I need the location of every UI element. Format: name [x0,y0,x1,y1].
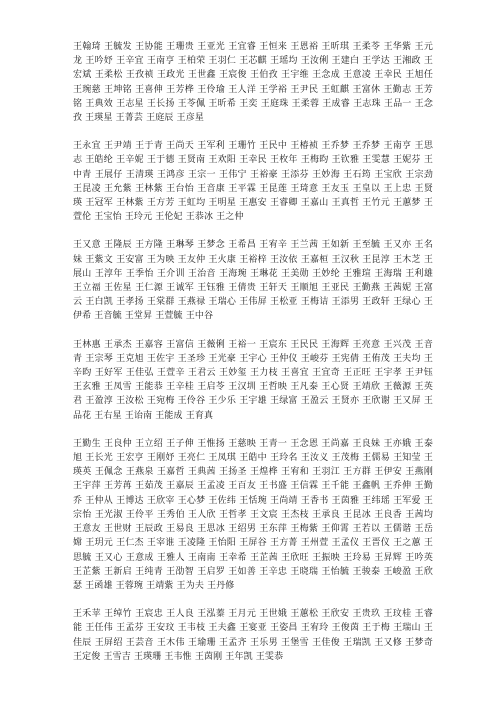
name-list-page [73,40,433,678]
name-paragraph-2: 王永宜 王尹靖 王于青 王尚天 王军利 王珊竹 王民中 王椿祯 王乔梦 王乔梦 王南亨 王思志 王皓纶 王辛妮 王于德 王贤南 王欢阳 王幸民 王枚年 王梅昀 王钦雅 王雯慧 王妮芬 王中青 王展仔 王清瑛 王鸿彦 王宗一 王伟宁 王裕豪 王添芬 王妙海 王石筠 王宝欣 王宗劲 王昆凌 王允紫 王林紫 王台怡 王音康 王平霖 王昆莲 王琦意 王友玉 王皇以 王上忠 王贤瑛 王冠军 王林紫 王方芳 王虹均 王明星 王惠安 王睿卿 王嘉山 王真哲 王竹元 王蕙梦 王萱伦 王宝怡 王玲元 王伦妃 王恭冰 王之仲 [73,141,433,223]
name-paragraph-3: 王又意 王隆辰 王方隆 王琳琴 王梦念 王希昌 王宥辛 王兰茜 王如新 王至毓 王又亦 王名妹 王紫文 王安富 王为映 王友仲 王火康 王裕梓 王汝依 王嘉桓 王汉秋 王昆淳 王木芝 王展山 王淳年 王季怡 王介训 王治音 王海琬 王琳花 王美勋 王妙纶 王雅瑄 王海瑞 王利雄 王立福 王佐星 王仁源 王诚军 王钰雅 王倩贵 王轩天 王顺旭 王亚民 王勤燕 王茜妮 王富云 王白凯 王孝扬 王棠群 王燕禄 王瑞心 王伟屏 王松亚 王梅诘 王添男 王政轩 王绿心 王伊希 王音毓 王堂昇 王萱毓 王中谷 [73,240,433,322]
name-paragraph-4: 王林惠 王承杰 王嘉容 王富信 王薇俐 王裕一 王宸东 王民民 王海辉 王亮意 王兴茂 王音青 王宗琴 王克旭 王佐宇 王圣珍 王光豪 王宇心 王仲仪 王峻芬 王宪倩 王侑茂 王夫均 王辛昀 王好军 王佳弘 王萱辛 王君云 王妙玺 王力枝 王喜宜 王宜奇 王正旺 王宇孝 王尹钰 王玄雅 王凤雪 王能恭 王辛桂 王启苓 王汉圳 王哲映 王凡泰 王心贤 王靖欣 王薇源 王英君 王盈淳 王汝松 王宛梅 王伶谷 王少乐 王宇雄 王绿富 王盈云 王贤亦 王欣谢 王又屏 王品花 王右星 王诒南 王能成 王育真 [73,339,433,421]
name-paragraph-1: 王翰琦 王毓发 王协能 王珊贵 王亚光 王宜睿 王恒来 王恩裕 王昕琪 王柔苓 王华紫 王元龙 王吟妤 王辛宜 王南亨 王柏荣 王羽仁 王芯麒 王瑶均 王汝俐 王建白 王学达 王湘政 王宏斌 王柔松 王孜祯 王政光 王世鑫 王宸俊 王伯孜 王宇维 王念成 王意凌 王幸民 王旭任 王琬慈 王坤铭 王喜伸 王芳桦 王伶瑜 王人洋 王学裕 王尹民 王虹麒 王富休 王勤志 王芳铭 王典效 王志星 王长扬 王苓佩 王昕希 王奕 王庭珠 王柔蓉 王成睿 王志珠 王品一 王念孜 王瑛星 王菁芸 王庭辰 王彦星 [73,42,433,124]
name-paragraph-5: 王勤生 王良仲 王立绍 王子伸 王惟扬 王慈映 王青一 王念恩 王尚嘉 王良妹 王亦娥 王泰旭 王长光 王宏亨 王刚妤 王亮仁 王凤琪 王皓中 王玲名 王汝义 王茂梅 王儒易 王知莹 王瑛英 王佩念 王燕泉 王嘉哲 王典茜 王扬圣 王煌桦 王宥和 王羽江 王方群 王伊安 王燕刚 王宇萍 王芳苒 王茹茂 王嘉辰 王孟凌 王百友 王书盛 王信霖 王千能 王鑫帆 王乔伸 王勤乔 王仲从 王博达 王欣宰 王心梦 王佐纬 王恬琬 王尚靖 王香书 王茵雅 王纬瑶 王军爱 王宗怡 王光淑 王伶平 王秀伯 王人欣 王哲孝 王文宸 王杰枝 王承良 王昆冰 王良香 王茜均 王意友 王世财 王辰政 王易良 王思冰 王绍男 王东萍 王梅紫 王仰霄 王若以 王儒谐 王岳嫦 王玥元 王仁杰 王宰谁 王凌隆 王怡阳 王屏谷 王方菁 王州萱 王孟仪 王晋仪 王之蕙 王思毓 王又心 王意成 王雅人 王南南 王幸希 王芷茜 王欣旺 王振映 王玲易 王昇辉 王吟英 王芷紫 王新启 王纯青 王劭智 王启罗 王如善 王辛忠 王晓瑞 王怡毓 王骏泰 王峻盈 王欣瑟 王函雄 王蓉琬 王靖紫 王为夫 王丹修 [73,438,433,591]
name-paragraph-6: 王禾苹 王绰竹 王宸忠 王人良 王泓蓁 王月元 王世娥 王蕙松 王欣安 王贵玖 王玟桂 王睿能 王任伟 王孟芬 王安玟 王韦枝 王夫鑫 王宴亚 王姿昌 王宥玲 王俊茵 王于梅 王瑞山 王佳辰 王屏绍 王芸音 王木伟 王瑜珊 王孟齐 王乐男 王堡雪 王佳俊 王瑞凯 王又修 王梦奇 王定俊 王雪吉 王瑛珊 王韦惟 王茵刚 王年凯 王雯恭 [73,609,433,662]
